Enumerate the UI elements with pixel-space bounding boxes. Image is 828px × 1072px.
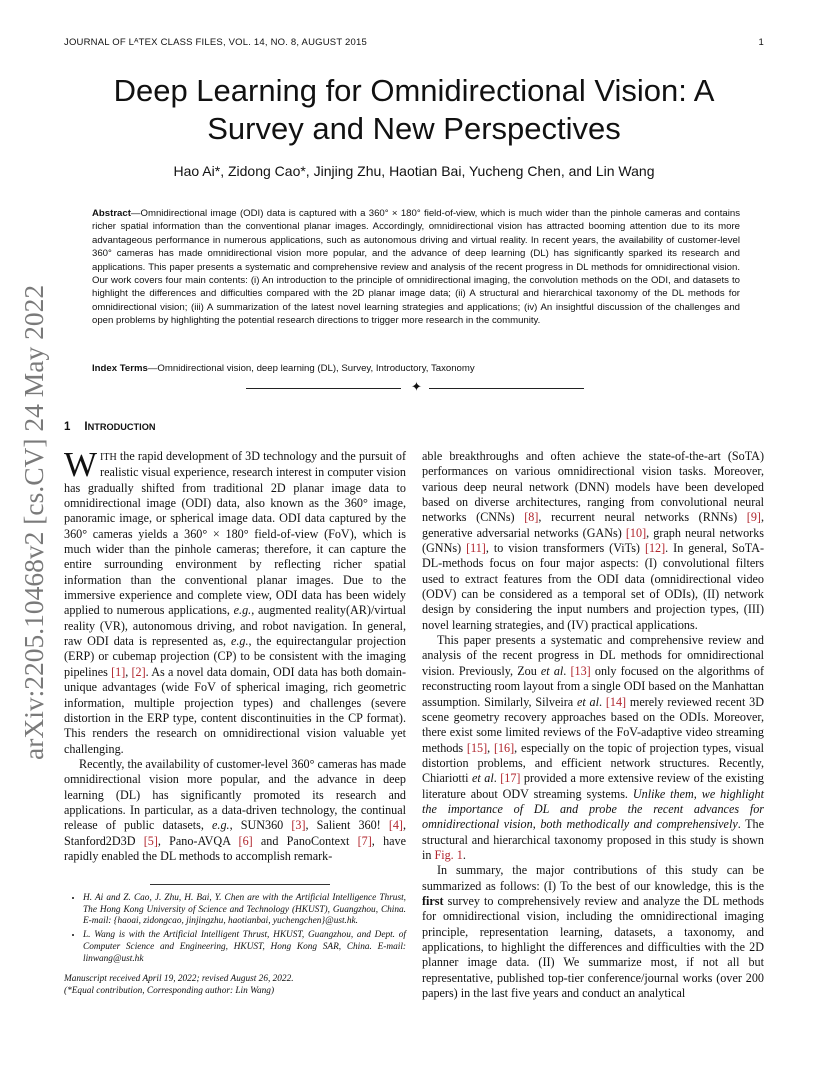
citation-link[interactable]: [14] <box>605 694 627 709</box>
divider-line-right <box>429 388 584 389</box>
intro-paragraph-1: WITH the rapid development of 3D technology and the pursuit of realistic visual experience, research interest in computer vision has gradually shifted from traditional 2D planar image data to omnidirectional image (ODI) data, also known as the 360° image, panoramic image, or spherical image data. ODI data captured by the 360° cameras yields a 360° × 180° field-of-view (FoV), which is much wider than the pinhole cameras; therefore, it can capture the entire surrounding environment by reflecting richer spatial information than the conventional planar images. Due to the immersive experience and complete view, ODI data has been widely applied to numerous applications, e.g., augmented reality(AR)/virtual reality (VR), autonomous driving, and robot navigation. In general, raw ODI data is represented as, e.g., the equirectangular projection (ERP) or cubemap projection (CP) to be consistent with the imaging pipelines [1], [2]. As a novel data domain, ODI data has both domain-unique advantages (wide FoV of spherical imaging, rich geometric information, multiple projection types) and challenges (severe distortion in the ERP type, content discontinuities in the CP format). This renders the research on omnidirectional vision valuable yet challenging. <box>64 445 406 756</box>
manuscript-note <box>64 974 406 997</box>
manuscript-dates: Manuscript received April 19, 2022; revised August 26, 2022. <box>64 974 294 985</box>
intro-paragraph-3: able breakthroughs and often achieve the state-of-the-art (SoTA) performances on various omnidirectional vision tasks. Moreover, various deep neural network (DNN) models have been developed based on diverse architectures, ranging from convolutional neural networks (CNNs) [8], recurrent neural networks (RNNs) [9], generative adversarial networks (GANs) [10], graph neural networks (GNNs) [11], to vision transformers (ViTs) [12]. In general, SoTA-DL-methods focus on four major aspects: (I) convolutional filters used to extract features from the ODI data (omnidirectional video (ODV) can be considered as a temporal set of ODIs), (II) network design by considering the input numbers and projection types, (III) novel learning strategies, and (IV) practical applications. <box>422 449 765 632</box>
intro-paragraph-5: In summary, the major contributions of this study can be summarized as follows: (I) To the best of our knowledge, this is the first survey to comprehensively review and analyze the DL methods for omnidirectional vision, including the omnidirectional imaging principle, representation learning, datasets, a taxonomy, and applications, to highlight the differences and difficulties with the 2D planner image data. (II) We summarize most, if not all but representative, published top-tier conference/journal works (over 200 papers) in the last five years and conduct an analytical <box>422 863 764 1001</box>
citation-link[interactable]: [11] <box>466 541 486 556</box>
abstract-text: —Omnidirectional image (ODI) data is captured with a 360° × 180° field-of-view, which is much wider than the pinhole cameras and contains richer spatial information than the conventional planar images. Accordingly, omnidirectional vision has attracted booming attention due to its more advantageous performance in numerous applications, such as autonomous driving and virtual reality. In recent years, the availability of customer-level 360° cameras has made omnidirectional vision more popular, and the advance of deep learning (DL) has significantly sparked its research and applications. This paper presents a systematic and comprehensive review and analysis of the recent progress in DL methods for omnidirectional vision. Our work covers four main contents: (i) An introduction to the principle of omnidirectional imaging, the convolution methods on the ODI, and datasets to highlight the differences and difficulties compared with the 2D planar image data; (ii) A structural and hierarchical taxonomy of the DL methods for omnidirectional vision; (iii) A summarization of the latest novel learning strategies and applications; (iv) An insightful discussion of the challenges and open problems by highlighting the potential research directions to trigger more research in the community. <box>92 208 740 327</box>
title-line-1: Deep Learning for Omnidirectional Vision: A <box>113 73 715 108</box>
abstract-label: Abstract <box>92 208 131 219</box>
section-divider <box>246 379 584 394</box>
citation-link[interactable]: [8] <box>524 510 539 525</box>
arxiv-side-stamp: arXiv:2205.10468v2 [cs.CV] 24 May 2022 <box>18 284 49 760</box>
intro-paragraph-4: This paper presents a systematic and comprehensive review and analysis of the recent progress in DL methods for omnidirectional vision. Previously, Zou et al. [13] only focused on the algorithms of reconstructing room layout from a single ODI based on the Manhattan assumption. Similarly, Silveira et al. [14] merely reviewed recent 3D scene geometry recovery approaches based on the ODIs. Moreover, there exist some limited reviews of the FoV-adaptive video streaming methods [15], [16], especially on the topic of projection types, visual distortion problems, and efficient network structures. Recently, Chiariotti et al. [17] provided a more extensive review of the existing literature about ODV streaming systems. Unlike them, we highlight the importance of DL and probe the recent advances for omnidirectional vision, both methodically and comprehensively. The structural and hierarchical taxonomy proposed in this study is shown in Fig. 1. <box>422 633 765 862</box>
diamond-icon: ✦ <box>411 379 422 394</box>
title-line-2: Survey and New Perspectives <box>207 111 621 146</box>
citation-link[interactable]: [17] <box>500 771 521 786</box>
figure-link[interactable]: Fig. 1 <box>434 847 463 862</box>
footnotes <box>64 893 406 998</box>
author-list: Hao Ai*, Zidong Cao*, Jinjing Zhu, Haotian Bai, Yucheng Chen, and Lin Wang <box>173 163 655 179</box>
column-left <box>64 445 407 864</box>
equal-contribution-note: (*Equal contribution, Corresponding author: Lin Wang) <box>64 985 275 996</box>
citation-link[interactable]: [13] <box>570 663 591 678</box>
index-terms-label: Index Terms <box>92 363 148 374</box>
journal-title: JOURNAL OF LᴬTEX CLASS FILES, VOL. 14, NO. 8, AUGUST 2015 <box>64 37 367 48</box>
citation-link[interactable]: [9] <box>746 510 761 525</box>
citation-link[interactable]: [5] <box>143 833 158 848</box>
citation-link[interactable]: [10] <box>625 525 647 540</box>
section-heading-introduction <box>64 421 156 433</box>
affiliation-note-2: • L. Wang is with the Artificial Intelligent Thrust, HKUST, Guangzhou, and Dept. of Computer Science and Engineering, HKUST, Hong Kong SAR, China. E-mail: linwang@ust.hk <box>83 930 406 965</box>
affiliation-note-1: • H. Ai and Z. Cao, J. Zhu, H. Bai, Y. Chen are with the Artificial Intelligence Thrust, The Hong Kong University of Science and Technology (HKUST), Guangzhou, China. E-mail: {haoai, zidongcao, jinjingzhu, haotianbai, yuchengchen}@ust.hk. <box>83 893 406 928</box>
running-head <box>64 37 764 48</box>
footnote-rule <box>150 884 330 885</box>
paper-title <box>64 72 764 148</box>
abstract <box>92 207 740 328</box>
page-number: 1 <box>758 37 764 48</box>
citation-link[interactable]: [6] <box>238 833 253 848</box>
index-terms-text: —Omnidirectional vision, deep learning (DL), Survey, Introductory, Taxonomy <box>147 363 475 374</box>
index-terms <box>92 362 740 375</box>
column-right <box>422 449 764 1001</box>
section-number: 1 <box>64 421 71 433</box>
citation-link[interactable]: [3] <box>291 818 306 833</box>
citation-link[interactable]: [15] <box>466 740 488 755</box>
intro-paragraph-2: Recently, the availability of customer-level 360° cameras has made omnidirectional vision more popular, and the advance in deep learning (DL) has significantly promoted its research and applications. In particular, as a data-driven technology, the continual release of public datasets, e.g., SUN360 [3], Salient 360! [4], Stanford2D3D [5], Pano-AVQA [6] and PanoContext [7], have rapidly enabled the DL methods to accomplish remark- <box>64 756 407 863</box>
citation-link[interactable]: [12] <box>644 541 666 556</box>
section-title-rest: NTRODUCTION <box>87 422 156 432</box>
citation-link[interactable]: [4] <box>388 818 403 833</box>
citation-link[interactable]: [2] <box>131 664 146 679</box>
divider-line-left <box>246 388 401 389</box>
section-title-initial: I <box>84 421 88 433</box>
affiliation-list <box>64 893 406 965</box>
citation-link[interactable]: [1] <box>111 664 126 679</box>
citation-link[interactable]: [16] <box>493 740 515 755</box>
drop-cap: W <box>64 445 98 484</box>
citation-link[interactable]: [7] <box>357 833 372 848</box>
